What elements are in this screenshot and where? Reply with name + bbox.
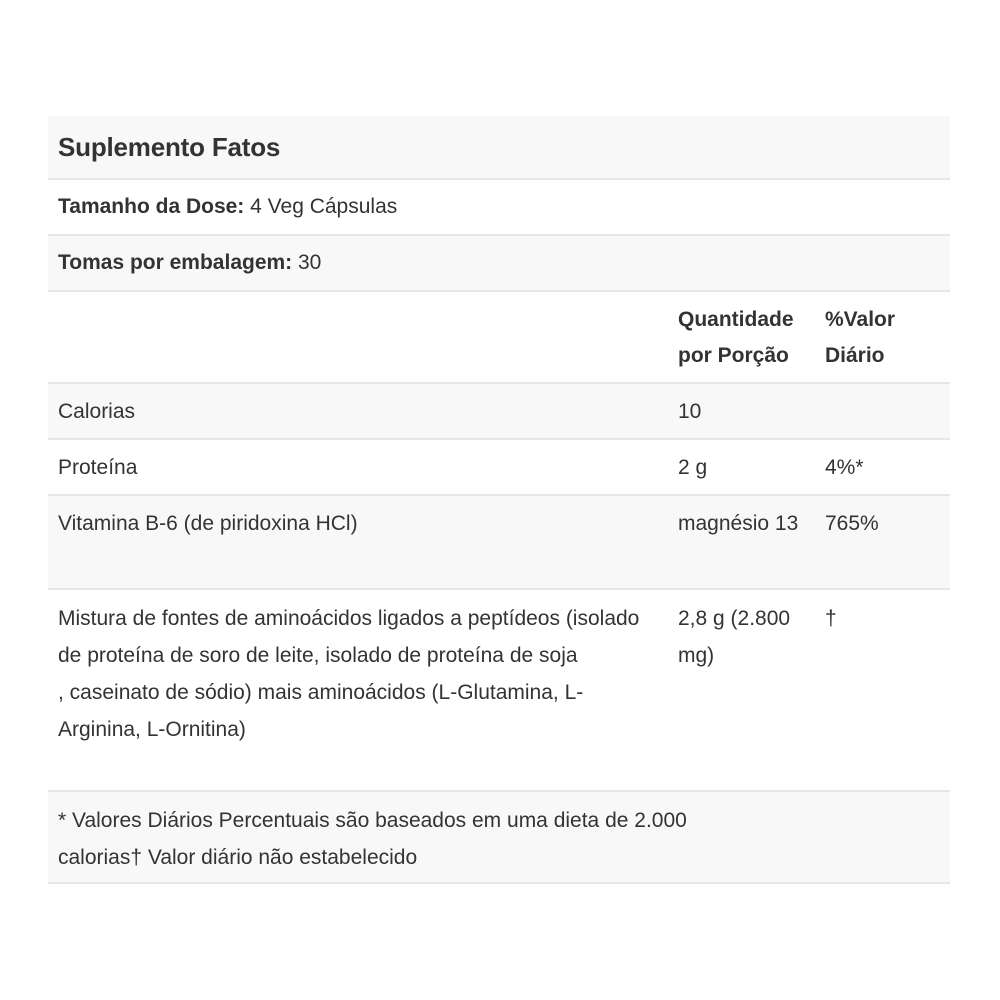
footnote-row bbox=[48, 792, 950, 884]
supplement-facts-table bbox=[48, 116, 950, 884]
header-amount: Quantidade por Porção bbox=[678, 308, 794, 367]
servings-per-container-row bbox=[48, 236, 950, 292]
footnote: * Valores Diários Percentuais são baseados em uma dieta de 2.000 calorias† Valor diário não estabelecido bbox=[58, 809, 687, 869]
servings-per-container bbox=[48, 251, 321, 275]
nutrient-name: Mistura de fontes de aminoácidos ligados a peptídeos (isolado de proteína de soro de leite, isolado de proteína de soja , caseinato de sódio) mais aminoácidos (L-Glutamina, L-Arginina, L-Ornitina) bbox=[58, 607, 640, 741]
table-row bbox=[48, 590, 950, 792]
serving-size bbox=[48, 195, 397, 219]
serving-size-row bbox=[48, 180, 950, 236]
nutrient-daily-value: 765% bbox=[825, 512, 879, 535]
nutrient-name: Calorias bbox=[58, 400, 136, 423]
serving-size-label: Tamanho da Dose: bbox=[58, 195, 245, 218]
header-blank bbox=[48, 302, 668, 382]
column-header-row bbox=[48, 292, 950, 384]
header-daily-value: %Valor Diário bbox=[825, 308, 896, 367]
table-row bbox=[48, 496, 950, 590]
nutrient-name: Vitamina B-6 (de piridoxina HCl) bbox=[58, 512, 358, 535]
servings-per-container-label: Tomas por embalagem: bbox=[58, 251, 293, 274]
nutrient-daily-value: 4%* bbox=[825, 456, 864, 479]
nutrient-amount: 2 g bbox=[678, 456, 708, 479]
nutrient-daily-value: † bbox=[825, 607, 837, 630]
nutrient-amount: 10 bbox=[678, 400, 702, 423]
nutrient-amount: magnésio 13 bbox=[678, 512, 799, 535]
table-title: Suplemento Fatos bbox=[58, 131, 281, 162]
nutrient-daily-value bbox=[816, 393, 950, 438]
title-row bbox=[48, 116, 950, 180]
servings-per-container-value: 30 bbox=[292, 251, 322, 274]
table-row bbox=[48, 440, 950, 496]
table-row bbox=[48, 384, 950, 440]
nutrient-name: Proteína bbox=[58, 456, 138, 479]
nutrient-amount: 2,8 g (2.800 mg) bbox=[678, 607, 791, 667]
serving-size-value: 4 Veg Cápsulas bbox=[244, 195, 398, 218]
